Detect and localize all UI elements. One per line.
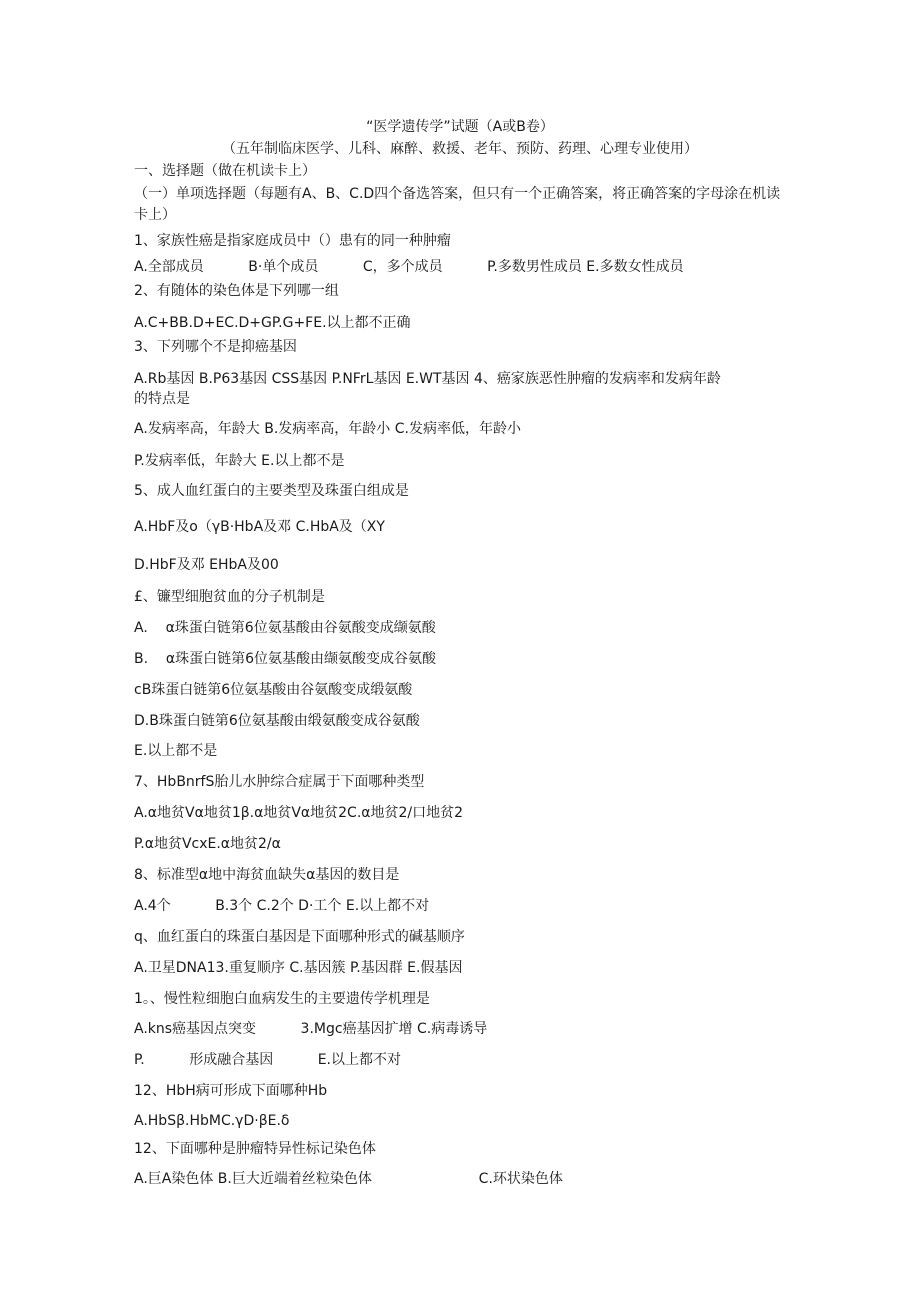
instructions: （一）单项选择题（每题有A、B、C.D四个备选答案，但只有一个正确答案，将正确答案的字母涂在机读卡上） [134,186,781,223]
question-8-options: A.4个 B.3个 C.2个 D·工个 E.以上都不对 [134,898,430,914]
question-5-options-a: A.HbF及o（γB·HbA及邓 C.HbA及（XY [134,519,385,535]
question-5: 5、成人血红蛋白的主要类型及珠蛋白组成是 [134,483,409,499]
question-8: 8、标准型α地中海贫血缺失α基因的数目是 [134,867,400,883]
question-6-option-b: B. α珠蛋白链第6位氨基酸由缬氨酸变成谷氨酸 [134,651,436,667]
question-3: 3、下列哪个不是抑癌基因 [134,339,297,355]
question-10: 1。、慢性粒细胞白血病发生的主要遗传学机理是 [134,991,430,1007]
question-12: 12、下面哪种是肿瘤特异性标记染色体 [134,1141,376,1157]
question-11: 12、HbH病可形成下面哪种Hb [134,1083,328,1099]
question-7: 7、HbBnrfS胎儿水肿综合症属于下面哪种类型 [134,774,425,790]
question-1-options: A.全部成员 B·单个成员 C，多个成员 P.多数男性成员 E.多数女性成员 [134,259,684,275]
question-4-options-b: P.发病率低，年龄大 E.以上都不是 [134,453,345,469]
question-2-options: A.C+BB.D+EC.D+GP.G+FE.以上都不正确 [134,315,411,331]
question-4-options-a: A.发病率高，年龄大 B.发病率高，年龄小 C.发病率低，年龄小 [134,421,521,437]
question-11-options: A.HbSβ.HbMC.γD·βE.δ [134,1113,290,1129]
question-6-option-c: cB珠蛋白链第6位氨基酸由谷氨酸变成缎氨酸 [134,682,413,698]
section-heading: 一、选择题（做在机读卡上） [134,163,316,179]
question-7-options-b: P.α地贫VcxE.α地贫2/α [134,836,281,852]
question-2: 2、有随体的染色体是下列哪一组 [134,283,339,299]
question-3-options: A.Rb基因 B.P63基因 CSS基因 P.NFrL基因 E.WT基因 4、癌家族恶性肿瘤的发病率和发病年龄 [134,371,721,387]
document-title: “医学遗传学”试题（A或B卷） [366,119,554,135]
question-1: 1、家族性癌是指家庭成员中（）患有的同一种肿瘤 [134,233,451,249]
question-10-options-a: A.kns癌基因点突变 3.Mgc癌基因扩增 C.病毒诱导 [134,1021,488,1037]
question-6-option-d: D.B珠蛋白链第6位氨基酸由缎氨酸变成谷氨酸 [134,713,420,729]
question-4-continued: 的特点是 [134,391,190,407]
question-12-options: A.巨A染色体 B.巨大近端着丝粒染色体 C.环状染色体 [134,1171,563,1187]
question-9: q、血红蛋白的珠蛋白基因是下面哪种形式的碱基顺序 [134,929,465,945]
question-6-option-a: A. α珠蛋白链第6位氨基酸由谷氨酸变成缬氨酸 [134,620,436,636]
question-7-options-a: A.α地贫Vα地贫1β.α地贫Vα地贫2C.α地贫2/口地贫2 [134,805,464,821]
question-9-options: A.卫星DNA13.重复顺序 C.基因簇 P.基因群 E.假基因 [134,960,463,976]
question-6: £、镰型细胞贫血的分子机制是 [134,589,325,605]
document-subtitle: （五年制临床医学、儿科、麻醉、救援、老年、预防、药理、心理专业使用） [222,141,698,157]
question-10-options-b: P. 形成融合基因 E.以上都不对 [134,1052,402,1068]
question-6-option-e: E.以上都不是 [134,743,218,759]
question-5-options-b: D.HbF及邓 EHbA及00 [134,557,279,573]
